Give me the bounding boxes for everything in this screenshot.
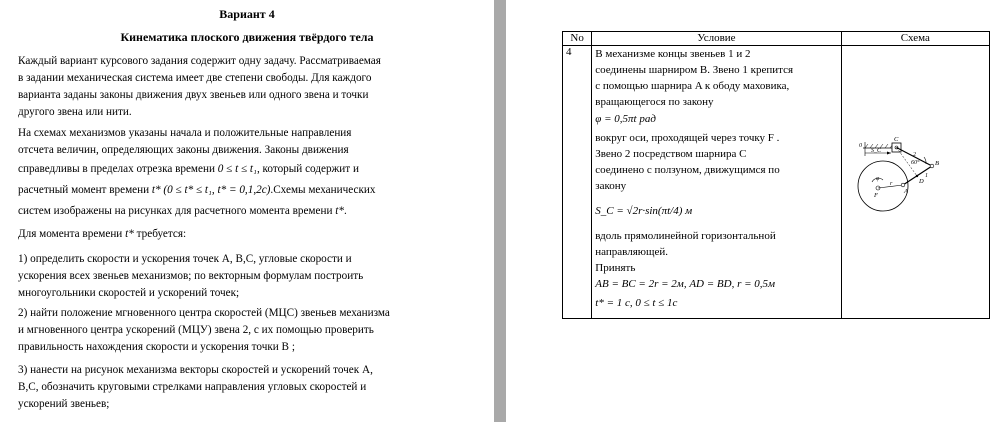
- item-line: ускорения всех звеньев механизмов; по векторным формулам построить: [18, 270, 364, 282]
- moment-text: требуется:: [136, 228, 187, 240]
- moment-line: [18, 226, 430, 243]
- schemes-line: На схемах механизмов указаны начала и положительные направления: [18, 127, 352, 139]
- condition-line: Принять: [595, 262, 636, 274]
- intro-line: другого звена или нити.: [18, 106, 132, 118]
- schemes-line: отсчета величин, определяющих законы движения. Законы движения: [18, 144, 349, 156]
- header-condition: Условие: [592, 32, 841, 46]
- label-origin: 0: [858, 143, 862, 149]
- sc-arrowhead: [887, 152, 891, 155]
- schemes-text: , который содержит и: [256, 163, 359, 175]
- mechanism-diagram: [845, 116, 975, 226]
- header-scheme: Схема: [841, 32, 989, 46]
- t-star-symbol: t*: [335, 205, 344, 217]
- item-line: и мгновенного центра ускорений (МЦУ) звена 2, с их помощью проверить: [18, 324, 374, 336]
- slider-law-formula: S_C = √2r·sin(πt/4) м: [595, 205, 693, 217]
- item-line: 3) нанести на рисунок механизма векторы скоростей и ускорений точек A,: [18, 364, 373, 376]
- label-sc: S_C: [870, 148, 881, 154]
- item-line: многоугольники скоростей и ускорений точек;: [18, 287, 240, 299]
- left-page: [0, 0, 494, 422]
- condition-line: направляющей.: [595, 246, 668, 258]
- condition-line: соединены шарниром B. Звено 1 крепится: [595, 64, 794, 76]
- label-f: F: [873, 192, 878, 199]
- condition-line: вращающегося по закону: [595, 96, 714, 108]
- label-phi: φ: [875, 176, 879, 182]
- schemes-text: справедливы в пределах отрезка времени: [18, 163, 215, 175]
- condition-line: закону: [595, 180, 627, 192]
- label-d: D: [918, 178, 924, 185]
- intro-paragraph: [18, 53, 430, 121]
- schemes-line: [18, 201, 430, 221]
- joint-b: [930, 164, 934, 168]
- intro-line: Каждый вариант курсового задания содержит одну задачу. Рассматриваемая: [18, 55, 381, 67]
- intro-line: в задании механическая система имеет две степени свободы. Для каждого: [18, 72, 372, 84]
- schemes-text: .Схемы механических: [270, 184, 376, 196]
- time-interval-formula: 0 ≤ t ≤ t₁: [217, 163, 257, 175]
- given-lengths-formula: AB = BC = 2r = 2м, AD = BD, r = 0,5м: [595, 278, 776, 290]
- row-number: 4: [563, 46, 592, 319]
- schemes-line: [18, 159, 430, 179]
- label-angle: 60°: [910, 160, 919, 166]
- label-a: A: [903, 188, 908, 195]
- variant-heading: Вариант 4: [219, 7, 275, 21]
- item-line: ускорений звеньев;: [18, 398, 110, 410]
- label-c: C: [893, 136, 898, 143]
- condition-line: соединено с ползуном, движущимся по: [595, 164, 780, 176]
- task-table: [562, 31, 990, 319]
- page-title: Кинематика плоского движения твёрдого тела: [120, 30, 374, 44]
- requirement-item-3: [18, 362, 430, 413]
- header-no: No: [563, 32, 592, 46]
- table-row: [563, 46, 990, 319]
- condition-line: В механизме концы звеньев 1 и 2: [595, 48, 751, 60]
- item-line: 1) определить скорости и ускорения точек A, B,C, угловые скорости и: [18, 253, 352, 265]
- design-time-formula: t* (0 ≤ t* ≤ t₁, t* = 0,1,2c): [151, 184, 271, 196]
- intro-line: варианта заданы законы движения двух звеньев или одного звена и точки: [18, 89, 369, 101]
- condition-cell: [592, 46, 841, 319]
- requirement-item-1: [18, 251, 430, 302]
- schemes-text: расчетный момент времени: [18, 184, 150, 196]
- point-d: [915, 175, 917, 177]
- condition-line: Звено 2 посредством шарнира C: [595, 148, 747, 160]
- item-line: правильность нахождения скорости и ускорения точки B ;: [18, 341, 295, 353]
- label-link-1: 1: [924, 173, 928, 179]
- joint-a: [901, 183, 905, 187]
- page-gutter: [494, 0, 506, 422]
- flywheel: [858, 161, 908, 211]
- condition-line: с помощью шарнира A к ободу маховика,: [595, 80, 790, 92]
- schemes-paragraph: [18, 125, 430, 221]
- schemes-line: [18, 179, 430, 201]
- given-time-formula: t* = 1 c, 0 ≤ t ≤ 1c: [595, 297, 678, 309]
- right-page: [506, 0, 1000, 422]
- table-header-row: [563, 32, 990, 46]
- t-star-symbol: t*: [125, 228, 134, 240]
- condition-line: вдоль прямолинейной горизонтальной: [595, 230, 776, 242]
- moment-text: Для момента времени: [18, 228, 123, 240]
- item-line: 2) найти положение мгновенного центра скоростей (МЦС) звеньев механизма: [18, 307, 390, 319]
- label-b: B: [934, 160, 939, 167]
- requirement-item-2: [18, 305, 430, 356]
- label-r: r: [889, 181, 892, 187]
- label-link-2: 2: [912, 152, 916, 158]
- schemes-text: .: [343, 205, 347, 217]
- phi-law-formula: φ = 0,5πt рад: [595, 113, 656, 125]
- schemes-text: систем изображены на рисунках для расчетного момента времени: [18, 205, 333, 217]
- condition-line: вокруг оси, проходящей через точку F .: [595, 132, 780, 144]
- scheme-cell: [841, 46, 989, 319]
- item-line: B,C, обозначить круговыми стрелками направления угловых скоростей и: [18, 381, 367, 393]
